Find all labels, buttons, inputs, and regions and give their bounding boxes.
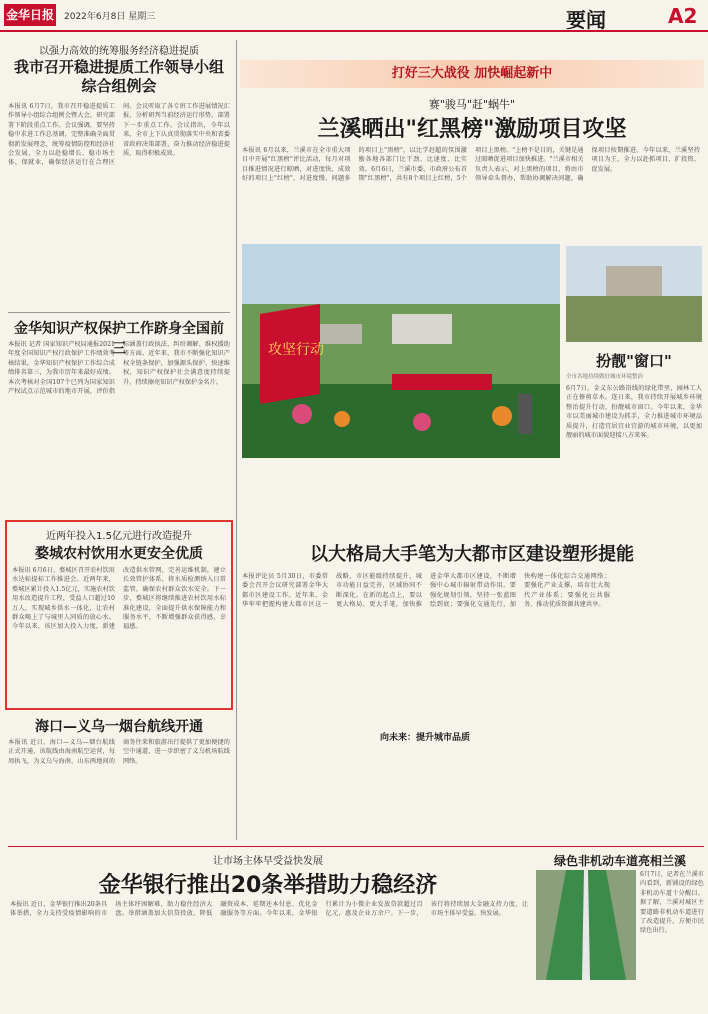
divider bbox=[8, 312, 230, 313]
newspaper-logo: 金华日报 bbox=[4, 4, 56, 26]
article-body: 6月7日，记者在兰溪市内看到，新铺设的绿色非机动车道十分醒目。据了解，兰溪对城区主要道路非机动车道进行了改造提升，方便市民绿色出行。 bbox=[640, 871, 704, 935]
side-photo bbox=[566, 246, 702, 342]
lead-headline: 兰溪晒出"红黑榜"激励项目攻坚 bbox=[317, 117, 627, 142]
article-body: 本报讯 6月以来，兰溪市在全市重大项目中开展"红黑榜"评比活动，每月对项目推进情况进行晾晒，对进度快、成效好的项目上"红榜"，对进度慢、问题多的项目上"黑榜"，以比学赶超的氛围激励各地各部门比干劲、比速度、比实效。6月6日，兰溪市委、市政府公布首期"红黑榜"，共有8个项目上红榜，5个项目上黑榜。"上榜不是目的，关键是通过晾晒促进项目加快推进。"兰溪市相关负责人表示，对上黑榜的项目，将由市领导牵头督办，帮助协调解决问题，确保项目按期推进。今年以来，兰溪坚持项目为王，全力以赴抓项目、扩投资、促发展。 bbox=[242, 147, 700, 183]
section-title: 要闻 bbox=[566, 8, 606, 32]
subhead: 向未来：提升城市品质 bbox=[379, 733, 470, 743]
road-scene bbox=[536, 870, 636, 980]
article-title: 我市召开稳进提质工作领导小组综合组例会 bbox=[13, 58, 224, 95]
article-body: 本报讯 6月6日，婺城区召开农村饮用水达标提标工作推进会。近两年来，婺城区累计投入1.5亿元，实施农村饮用水改造提升工程，受益人口超过10万人，实现城乡供水一体化，让农村群众喝上了与城里人同质的放心水。今年以来，该区加大投入力度，新建改造供水管网，完善运维机制，建立长效管护体系，将水质检测纳入日常监管，确保农村群众饮水安全。下一步，婺城区将继续推进农村饮用水标准化建设，全面提升供水保障能力和服务水平，不断增强群众获得感、幸福感。 bbox=[12, 567, 226, 631]
article-body: 6月7日，金义东公路沿线的绿化带里，园林工人正在修剪草木。连日来，我市持续开展城乡环境整治提升行动，扮靓城市窗口。今年以来，金华市以美丽城市建设为抓手，全力推进城市环境品质提升，打造宜居宜业宜游的城市环境，以更加靓丽的城市面貌迎接八方来客。 bbox=[566, 385, 702, 440]
side-title: 绿色非机动车道亮相兰溪 bbox=[553, 854, 686, 868]
article-kicker: 近两年投入1.5亿元进行改造提升 bbox=[46, 531, 192, 542]
article-body: 本报讯 近日，海口—义乌—烟台航线正式开通，该航线由海南航空运营，每周执飞，为义乌与海南、山东两地间的商务往来和旅游出行提供了更加便捷的空中通道，进一步织密了义乌机场航线网络。 bbox=[8, 739, 230, 765]
article-body: 本报讯 近日，金华银行推出20条具体举措，全力支持受疫情影响的市场主体纾困解难，助力稳住经济大盘。举措涵盖加大信贷投放、降低融资成本、延期还本付息、优化金融服务等方面。今年以来，金华银行累计为小微企业发放贷款超过百亿元，惠及企业万余户。下一步，该行将持续加大金融支持力度，让市场主体早受益、快发展。 bbox=[10, 901, 528, 918]
article-kicker: 以强力高效的统筹服务经济稳进提质 bbox=[39, 46, 199, 57]
article-kicker: 让市场主体早受益快发展 bbox=[213, 856, 323, 867]
article-title: 海口—义乌一烟台航线开通 bbox=[35, 719, 203, 735]
side-photo bbox=[536, 870, 636, 980]
article-body: 本报评论员 5月30日，市委常委会召开会议研究部署金华大都市区建设工作。近年来，金华牢牢把握构建大都市区这一战略，市区能级持续提升，城市功能日益完善，区域协同不断深化。在新的起点上，要以更大格局、更大手笔，加快推进金华大都市区建设，不断增强中心城市辐射带动作用。要强化规划引领，坚持一张蓝图绘到底；要强化交通先行，加快构建一体化综合交通网络；要强化产业支撑，培育壮大现代产业体系；要强化公共服务，推动优质资源共建共享。 bbox=[242, 573, 610, 609]
street-scene bbox=[566, 246, 702, 342]
article-kicker: 赛"骏马"赶"蜗牛" bbox=[428, 98, 516, 111]
editorial-headline: 以大格局大手笔为大都市区建设塑形提能 bbox=[310, 544, 634, 565]
side-title: 扮靓"窗口" bbox=[596, 352, 672, 370]
article-body: 本报讯 6月7日，我市召开稳进提质工作领导小组综合组例会暨大会，研究部署下阶段重点工作。会议强调，要坚持稳中求进工作总基调，完整准确全面贯彻新发展理念，统筹疫情防控和经济社会发展，全力以赴稳增长、稳市场主体、保就业，确保经济运行在合理区间。会议听取了各专班工作进展情况汇报，分析研判当前经济运行形势，部署下一步重点工作。会议指出，今年以来，全市上下认真贯彻落实中央和省委省政府决策部署，奋力推动经济稳进提质，取得积极成效。 bbox=[8, 103, 230, 167]
article-body: 本报讯 记者 国家知识产权局通报2021年度全国知识产权行政保护工作绩效考核结果，金华知识产权保护工作综合成绩排名第三，为我市历年来最好成绩。本次考核对全国107个已列为国家知识产权试点示范城市的地市开展，评价指标涵盖行政执法、纠纷调解、维权援助等方面。近年来，我市不断强化知识产权全链条保护，加强源头保护、快速维权，知识产权保护社会满意度持续提升，持续擦亮知识产权保护金名片。 bbox=[8, 341, 230, 396]
garden-scene bbox=[242, 244, 560, 458]
poster-text: 攻坚行动 bbox=[268, 342, 324, 358]
issue-date: 2022年6月8日 星期三 bbox=[64, 12, 156, 22]
article-title: 婺城农村饮用水更安全优质 bbox=[35, 546, 203, 562]
section-divider bbox=[8, 846, 704, 847]
page-number: A2 bbox=[668, 4, 698, 28]
column-divider bbox=[236, 40, 237, 840]
bottom-headline: 金华银行推出20条举措助力稳经济 bbox=[98, 873, 438, 898]
article-title: 金华知识产权保护工作跻身全国前三 bbox=[14, 321, 224, 357]
lead-photo bbox=[242, 244, 560, 458]
side-caption: 全市各地持续做好城市环境整治 bbox=[566, 374, 644, 380]
campaign-banner: 打好三大战役 加快崛起新中 bbox=[240, 60, 704, 88]
